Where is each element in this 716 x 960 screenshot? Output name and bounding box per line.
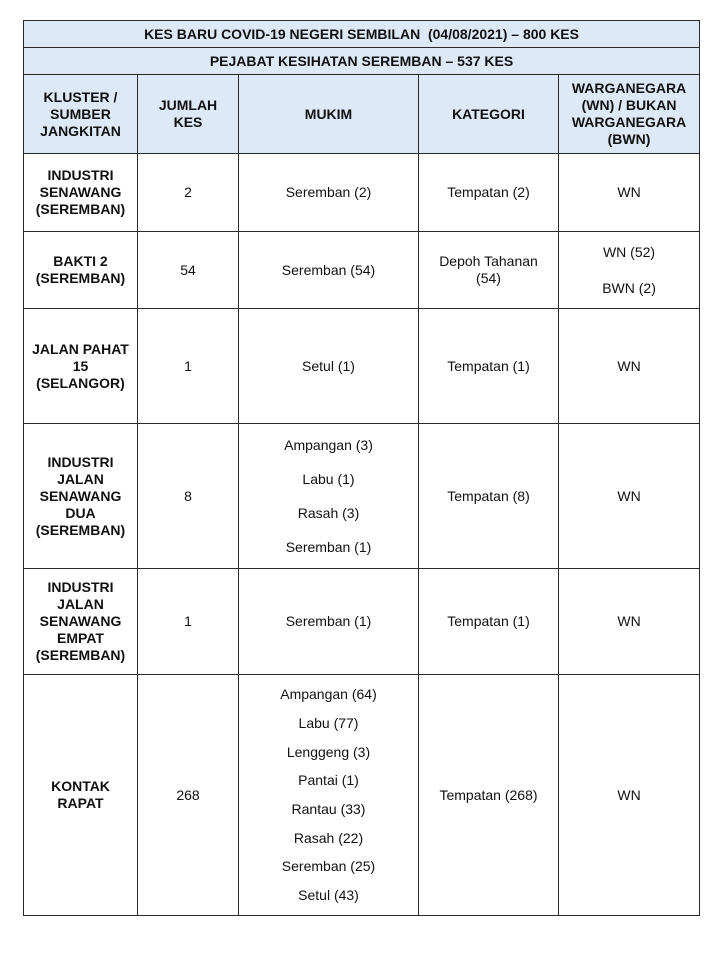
- kategori-cell: Tempatan (268): [419, 675, 559, 916]
- wn-cell: WN: [559, 424, 700, 569]
- mukim-line: Seremban (25): [281, 858, 376, 875]
- jumlah-cell: 268: [138, 675, 239, 916]
- wn-line: WN (52): [602, 243, 656, 260]
- mukim-cell: Seremban (1): [239, 569, 419, 675]
- header-mukim: MUKIM: [239, 75, 419, 154]
- kluster-cell: INDUSTRI JALAN SENAWANG EMPAT (SEREMBAN): [24, 569, 138, 675]
- table-row: [24, 675, 700, 916]
- kluster-cell: INDUSTRI JALAN SENAWANG DUA (SEREMBAN): [24, 424, 138, 569]
- jumlah-cell: 1: [138, 569, 239, 675]
- office-subtitle: PEJABAT KESIHATAN SEREMBAN – 537 KES: [24, 48, 700, 75]
- header-jumlah: JUMLAH KES: [138, 75, 239, 154]
- kluster-cell: INDUSTRI SENAWANG (SEREMBAN): [24, 154, 138, 232]
- wn-cell: WN: [559, 309, 700, 424]
- table-row: [24, 154, 700, 232]
- report-title: KES BARU COVID-19 NEGERI SEMBILAN (04/08/2021) – 800 KES: [24, 21, 700, 48]
- mukim-line: Pantai (1): [298, 772, 359, 789]
- mukim-line: Rantau (33): [291, 801, 366, 817]
- kluster-cell: KONTAK RAPAT: [24, 675, 138, 916]
- mukim-line: Ampangan (64): [280, 686, 377, 703]
- header-wn: WARGANEGARA (WN) / BUKAN WARGANEGARA (BWN): [559, 75, 700, 154]
- kluster-cell: BAKTI 2 (SEREMBAN): [24, 232, 138, 309]
- wn-cell: WN: [559, 569, 700, 675]
- kategori-cell: Tempatan (1): [419, 309, 559, 424]
- mukim-cell: Seremban (54): [239, 232, 419, 309]
- jumlah-cell: 2: [138, 154, 239, 232]
- mukim-line: Setul (43): [298, 887, 359, 904]
- mukim-line: Lenggeng (3): [286, 743, 371, 760]
- case-table: [23, 20, 700, 916]
- mukim-cell: Setul (1): [239, 309, 419, 424]
- mukim-cell: Seremban (2): [239, 154, 419, 232]
- mukim-line: Rasah (3): [297, 504, 360, 521]
- table-row: [24, 569, 700, 675]
- header-kategori: KATEGORI: [419, 75, 559, 154]
- mukim-line: Seremban (1): [285, 538, 372, 555]
- mukim-cell: [239, 424, 419, 569]
- mukim-line: Labu (77): [298, 714, 359, 731]
- kategori-cell: Tempatan (8): [419, 424, 559, 569]
- case-report-document: [23, 20, 699, 916]
- kategori-cell: Tempatan (2): [419, 154, 559, 232]
- jumlah-cell: 1: [138, 309, 239, 424]
- kluster-cell: JALAN PAHAT 15 (SELANGOR): [24, 309, 138, 424]
- header-kluster: KLUSTER / SUMBER JANGKITAN: [24, 75, 138, 154]
- wn-cell: [559, 232, 700, 309]
- kategori-cell: Tempatan (1): [419, 569, 559, 675]
- mukim-cell: [239, 675, 419, 916]
- wn-cell: WN: [559, 675, 700, 916]
- wn-cell: WN: [559, 154, 700, 232]
- mukim-line: Labu (1): [302, 470, 355, 487]
- table-row: [24, 309, 700, 424]
- kategori-cell: Depoh Tahanan (54): [419, 232, 559, 309]
- wn-line: BWN (2): [602, 279, 656, 296]
- table-row: [24, 424, 700, 569]
- table-row: [24, 232, 700, 309]
- jumlah-cell: 8: [138, 424, 239, 569]
- jumlah-cell: 54: [138, 232, 239, 309]
- mukim-line: Rasah (22): [293, 829, 364, 846]
- mukim-line: Ampangan (3): [284, 436, 373, 453]
